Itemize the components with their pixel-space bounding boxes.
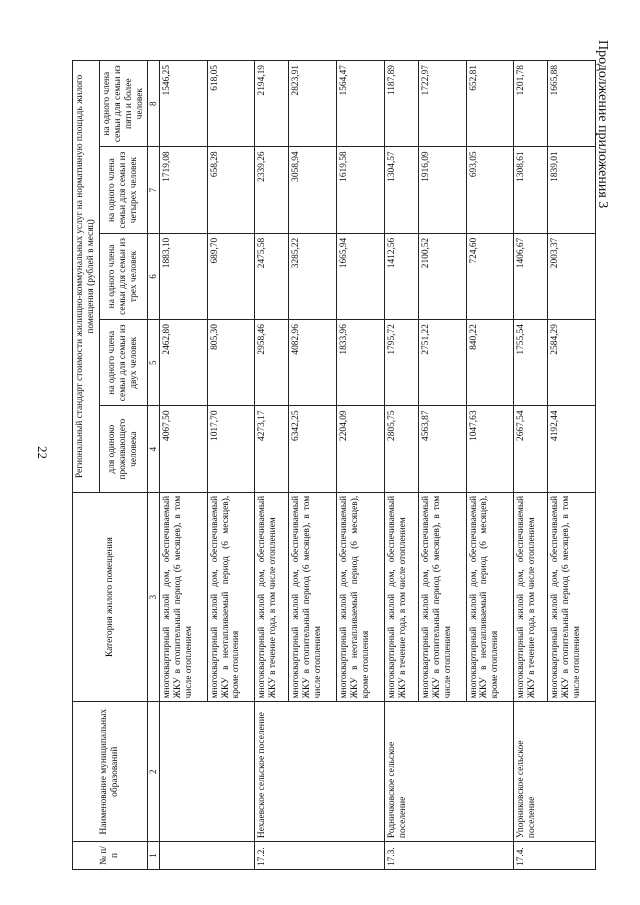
housing-category: многоквартирный жилой дом, обеспечиваемый ЖКУ в течение года, в том числе отоплением (514, 492, 548, 702)
value-family-5: 2194,19 (255, 61, 289, 147)
housing-category: многоквартирный жилой дом, обеспечиваемый ЖКУ в отопительный период (6 месяцев), в том числе отоплением (289, 492, 337, 702)
housing-category: многоквартирный жилой дом, обеспечиваемый ЖКУ в неотапливаемый период (6 месяцев), кроме отопления (337, 492, 385, 702)
column-index: 1 (148, 842, 159, 870)
value-single: 2204,09 (337, 406, 385, 492)
column-index: 2 (148, 702, 159, 842)
header-sub-3: на одного члена семьи для семьи из трех человек (99, 233, 148, 319)
housing-category: многоквартирный жилой дом, обеспечиваемый ЖКУ в течение года, в том числе отоплением (384, 492, 418, 702)
header-sub-1: для одиноко проживающего человека (99, 406, 148, 492)
value-family-3: 2003,37 (548, 233, 596, 319)
value-family-3: 2100,52 (418, 233, 466, 319)
value-family-2: 1755,54 (514, 320, 548, 406)
value-single: 1047,63 (466, 406, 514, 492)
value-family-4: 693,05 (466, 147, 514, 233)
value-family-2: 2462,80 (159, 320, 207, 406)
value-single: 1017,70 (207, 406, 255, 492)
housing-category: многоквартирный жилой дом, обеспечиваемый ЖКУ в неотапливаемый период (6 месяцев), кроме отопления (207, 492, 255, 702)
rotated-table-container (72, 60, 596, 870)
value-family-3: 689,70 (207, 233, 255, 319)
header-no: № п/п (73, 842, 148, 870)
row-number: 17.3. (384, 842, 513, 870)
value-single: 4192,44 (548, 406, 596, 492)
value-family-5: 1201,78 (514, 61, 548, 147)
column-index: 6 (148, 233, 159, 319)
standard-cost-table (72, 60, 596, 870)
municipality-name: Нехаевское сельское поселение (255, 702, 384, 842)
header-sub-4: на одного члена семьи для семьи из четырех человек (99, 147, 148, 233)
value-single: 4067,50 (159, 406, 207, 492)
housing-category: многоквартирный жилой дом, обеспечиваемый ЖКУ в отопительный период (6 месяцев), в том числе отоплением (418, 492, 466, 702)
column-index: 7 (148, 147, 159, 233)
value-family-4: 2339,26 (255, 147, 289, 233)
value-family-4: 658,28 (207, 147, 255, 233)
value-family-3: 1412,56 (384, 233, 418, 319)
column-index: 4 (148, 406, 159, 492)
value-family-2: 840,22 (466, 320, 514, 406)
value-family-4: 1308,61 (514, 147, 548, 233)
value-family-4: 3058,94 (289, 147, 337, 233)
value-single: 4273,17 (255, 406, 289, 492)
housing-category: многоквартирный жилой дом, обеспечиваемый ЖКУ в отопительный период (6 месяцев), в том числе отоплением (548, 492, 596, 702)
housing-category: многоквартирный жилой дом, обеспечиваемый ЖКУ в неотапливаемый период (6 месяцев), кроме отопления (466, 492, 514, 702)
value-family-5: 2823,91 (289, 61, 337, 147)
value-family-2: 1795,72 (384, 320, 418, 406)
page-number: 22 (35, 446, 50, 459)
value-single: 6342,25 (289, 406, 337, 492)
column-index-row (148, 61, 159, 870)
value-family-5: 1564,47 (337, 61, 385, 147)
value-family-2: 2958,46 (255, 320, 289, 406)
value-family-3: 3285,22 (289, 233, 337, 319)
column-index: 8 (148, 61, 159, 147)
value-family-4: 1839,01 (548, 147, 596, 233)
value-family-5: 652,81 (466, 61, 514, 147)
value-family-5: 1722,97 (418, 61, 466, 147)
table-row (159, 61, 207, 870)
value-family-3: 1665,94 (337, 233, 385, 319)
housing-category: многоквартирный жилой дом, обеспечиваемый ЖКУ в течение года, в том числе отоплением (255, 492, 289, 702)
value-family-2: 4082,96 (289, 320, 337, 406)
value-single: 2667,54 (514, 406, 548, 492)
housing-category: многоквартирный жилой дом, обеспечиваемый ЖКУ в отопительный период (6 месяцев), в том числе отоплением (159, 492, 207, 702)
table-row (384, 61, 418, 870)
row-number: 17.2. (255, 842, 384, 870)
value-family-3: 2475,58 (255, 233, 289, 319)
value-family-5: 1187,89 (384, 61, 418, 147)
value-family-3: 1406,67 (514, 233, 548, 319)
value-family-4: 1916,09 (418, 147, 466, 233)
value-family-4: 1619,58 (337, 147, 385, 233)
municipality-name: Родничковское сельское поселение (384, 702, 513, 842)
value-family-4: 1719,08 (159, 147, 207, 233)
column-index: 5 (148, 320, 159, 406)
value-family-3: 1883,10 (159, 233, 207, 319)
table-row (255, 61, 289, 870)
column-index: 3 (148, 492, 159, 702)
value-single: 4563,87 (418, 406, 466, 492)
value-family-4: 1304,57 (384, 147, 418, 233)
value-family-2: 2584,29 (548, 320, 596, 406)
row-number: 17.4. (514, 842, 596, 870)
row-number (159, 842, 255, 870)
table-row (514, 61, 548, 870)
value-family-2: 805,30 (207, 320, 255, 406)
value-family-2: 1833,96 (337, 320, 385, 406)
value-family-5: 1665,88 (548, 61, 596, 147)
value-single: 2805,75 (384, 406, 418, 492)
municipality-name (159, 702, 255, 842)
header-sub-2: на одного члена семьи для семьи из двух человек (99, 320, 148, 406)
header-standard: Региональный стандарт стоимости жилищно-коммунальных услуг на нормативную площадь жилого помещения (рублей в месяц) (73, 61, 100, 493)
value-family-5: 1546,25 (159, 61, 207, 147)
municipality-name: Упорниковское сельское поселение (514, 702, 596, 842)
header-category: Категория жилого помещения (73, 492, 148, 702)
header-municipality: Наименование муниципальных образований (73, 702, 148, 842)
appendix-title: Продолжение приложения 3 (595, 40, 610, 209)
value-family-5: 618,05 (207, 61, 255, 147)
value-family-3: 724,60 (466, 233, 514, 319)
header-sub-5: на одного члена семьи для семьи из пяти и более человек (99, 61, 148, 147)
value-family-2: 2751,22 (418, 320, 466, 406)
